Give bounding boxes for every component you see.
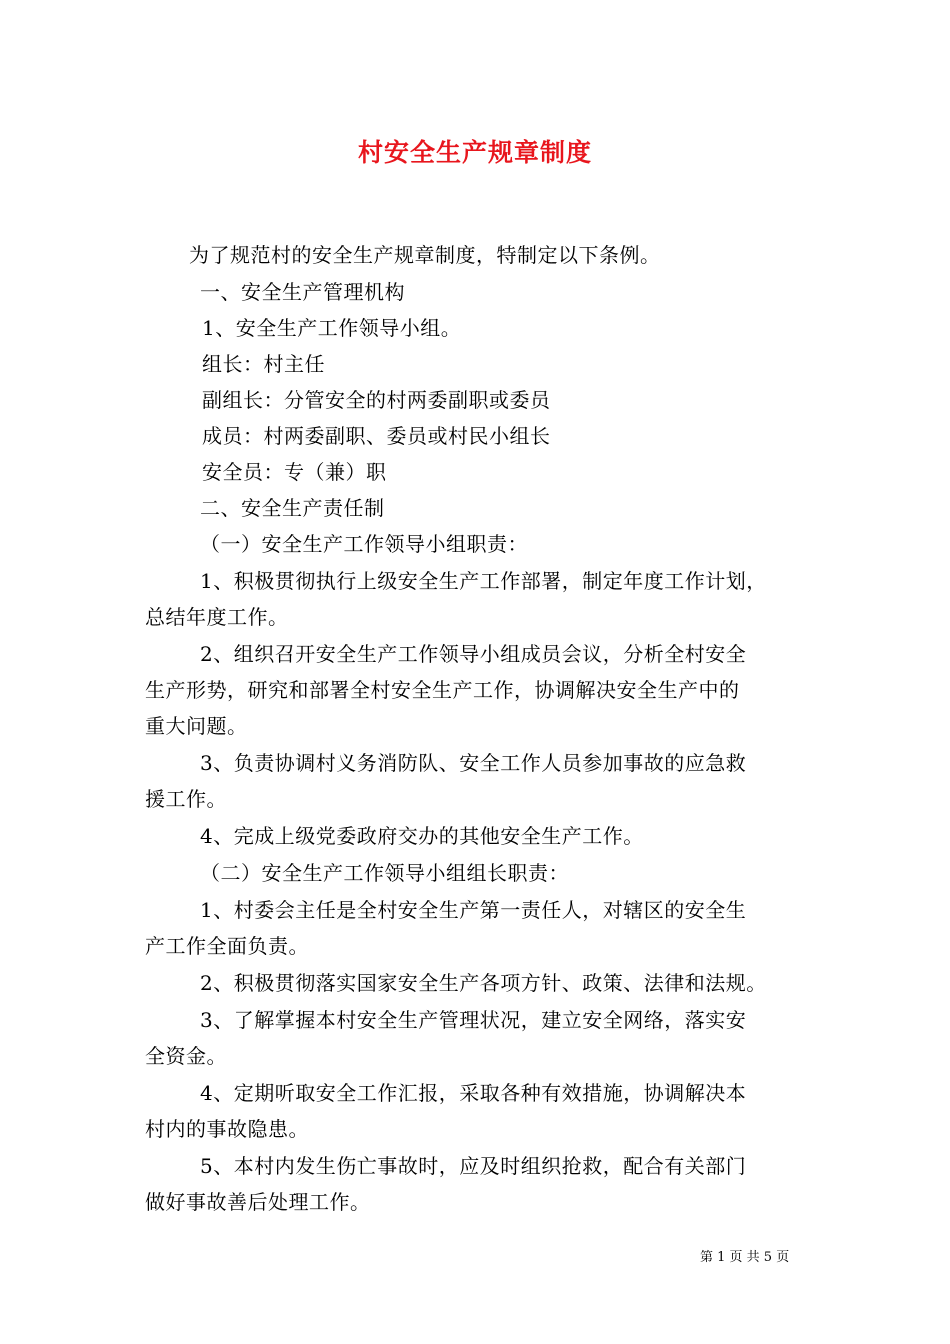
body-line: 援工作。 xyxy=(145,787,227,811)
body-line: 1、积极贯彻执行上级安全生产工作部署，制定年度工作计划， xyxy=(200,569,767,593)
body-line: 重大问题。 xyxy=(145,714,248,738)
body-line: 二、安全生产责任制 xyxy=(200,496,385,520)
body-line: 生产形势，研究和部署全村安全生产工作，协调解决安全生产中的 xyxy=(145,678,740,702)
body-line: 2、组织召开安全生产工作领导小组成员会议，分析全村安全 xyxy=(200,642,747,666)
page-title: 村安全生产规章制度 xyxy=(357,138,592,167)
body-line: 3、负责协调村义务消防队、安全工作人员参加事故的应急救 xyxy=(200,751,747,775)
body-line: （二）安全生产工作领导小组组长职责： xyxy=(200,861,569,885)
body-line: 为了规范村的安全生产规章制度，特制定以下条例。 xyxy=(189,243,661,267)
page-footer: 第 1 页 共 5 页 xyxy=(700,1250,790,1265)
body-line: 村内的事故隐患。 xyxy=(145,1117,309,1141)
body-line: （一）安全生产工作领导小组职责： xyxy=(200,532,528,556)
body-line: 成员：村两委副职、委员或村民小组长 xyxy=(202,424,551,448)
body-line: 安全员：专（兼）职 xyxy=(202,460,387,484)
body-line: 一、安全生产管理机构 xyxy=(200,280,405,304)
body-line: 4、完成上级党委政府交办的其他安全生产工作。 xyxy=(200,824,644,848)
body-line: 2、积极贯彻落实国家安全生产各项方针、政策、法律和法规。 xyxy=(200,971,767,995)
body-line: 产工作全面负责。 xyxy=(145,934,309,958)
body-line: 4、定期听取安全工作汇报，采取各种有效措施，协调解决本 xyxy=(200,1081,747,1105)
body-line: 1、村委会主任是全村安全生产第一责任人，对辖区的安全生 xyxy=(200,898,747,922)
body-line: 总结年度工作。 xyxy=(145,605,289,629)
body-line: 做好事故善后处理工作。 xyxy=(145,1190,371,1214)
body-line: 全资金。 xyxy=(145,1044,227,1068)
body-line: 1、安全生产工作领导小组。 xyxy=(202,316,462,340)
body-line: 组长：村主任 xyxy=(202,352,325,376)
body-line: 5、本村内发生伤亡事故时，应及时组织抢救，配合有关部门 xyxy=(200,1154,747,1178)
body-line: 3、了解掌握本村安全生产管理状况，建立安全网络，落实安 xyxy=(200,1008,747,1032)
body-line: 副组长：分管安全的村两委副职或委员 xyxy=(202,388,551,412)
